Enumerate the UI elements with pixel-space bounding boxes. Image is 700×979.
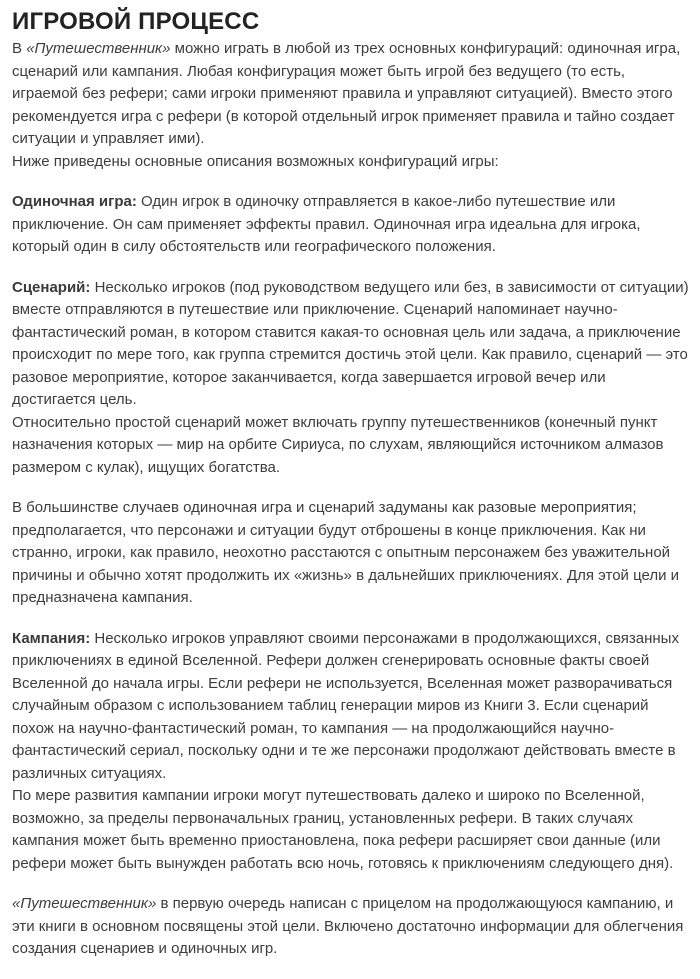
text-run: Относительно простой сценарий может включать группу путешественников (конечный пункт назначения которых — мир на орбите Сириуса, по слухам, являющийся источником алмазов размером с кулак), ищущих богатства. — [12, 413, 664, 476]
page-title: ИГРОВОЙ ПРОЦЕСС — [12, 8, 260, 35]
text-run: Несколько игроков (под руководством ведущего или без, в зависимости от ситуации) вместе отправляются в путешествие или приключение. Сценарий напоминает научно-фантастический роман, в котором ставится какая-то основная цель или задача, а приключение происходит по мере того, как группа стремится достичь этой цели. Как правило, сценарий — это разовое мероприятие, которое заканчивается, когда завершается игровой вечер или достигается цель. — [12, 278, 689, 408]
paragraph — [12, 277, 692, 480]
text-run: в первую очередь написан с прицелом на продолжающуюся кампанию, и эти книги в основном посвящены этой цели. Включено достаточно информации для облегчения создания сценариев и одиночных игр. — [12, 895, 684, 957]
paragraph — [12, 191, 692, 259]
text-run: Один игрок в одиночку отправляется в какое-либо путешествие или приключение. Он сам применяет эффекты правил. Одиночная игра идеальна для игрока, который один в силу обстоятельств или географического положения. — [12, 193, 641, 255]
italic-run: «Путешественник» — [12, 895, 157, 912]
bold-run: Одиночная игра: — [12, 193, 137, 210]
text-run: Несколько игроков управляют своими персонажами в продолжающихся, связанных приключениях в единой Вселенной. Рефери должен сгенерировать основные факты своей Вселенной до начала игры. Если рефери не используется, Вселенная может разворачиваться случайным образом с использованием таблиц генерации миров из Книги 3. Если сценарий похож на научно-фантастический роман, то кампания — на продолжающийся научно-фантастический сериал, поскольку одни и те же персонажи продолжают действовать вместе в различных ситуациях. — [12, 629, 679, 782]
paragraph — [12, 497, 692, 610]
text-run: Ниже приведены основные описания возможных конфигураций игры: — [12, 152, 499, 170]
paragraph — [12, 628, 692, 876]
bold-run: Кампания: — [12, 629, 91, 647]
paragraph — [12, 38, 692, 173]
text-run: По мере развития кампании игроки могут путешествовать далеко и широко по Вселенной, возможно, за пределы первоначальных границ, установленных рефери. В таких случаях кампания может быть временно приостановлена, пока рефери расширяет свои данные (или рефери может быть вынужден работать всю ночь, готовясь к приключениям следующего дня). — [12, 787, 674, 872]
text-run: В большинстве случаев одиночная игра и сценарий задуманы как разовые мероприятия; предполагается, что персонажи и ситуации будут отброшены в конце приключения. Как ни странно, игроки, как правило, неохотно расстаются с опытным персонажем без уважительной причины и обычно хотят продолжить их «жизнь» в дальнейших приключениях. Для этой цели и предназначена кампания. — [12, 499, 680, 606]
article-body — [12, 38, 692, 961]
paragraph — [12, 893, 692, 961]
bold-run: Сценарий: — [12, 278, 91, 296]
italic-run: «Путешественник» — [26, 40, 171, 57]
text-run: можно играть в любой из трех основных конфигураций: одиночная игра, сценарий или кампания. Любая конфигурация может быть игрой без ведущего (то есть, играемой без рефери; сами игроки применяют правила и управляют ситуацией). Вместо этого рекомендуется игра с рефери (в которой отдельный игрок применяет правила и тайно создает ситуации и управляет ими). — [12, 40, 681, 147]
text-run: В — [12, 40, 27, 57]
